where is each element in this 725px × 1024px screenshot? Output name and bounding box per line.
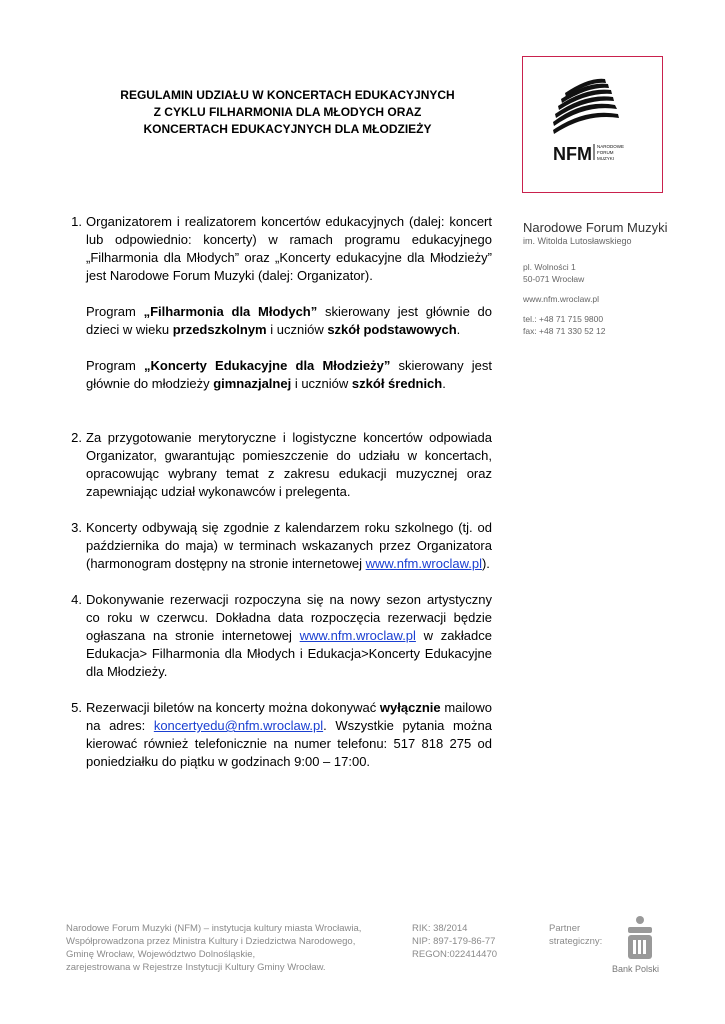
text-part: . — [456, 322, 461, 337]
footer-rik: RIK: 38/2014 — [412, 923, 468, 934]
program-name: „Koncerty Edukacyjne dla Młodzieży” — [144, 358, 391, 373]
title-line-1: REGULAMIN UDZIAŁU W KONCERTACH EDUKACYJNYCH — [120, 88, 455, 102]
emphasis: szkół podstawowych — [327, 322, 457, 337]
item-paragraph — [86, 303, 492, 339]
footer-partner-label: Partner — [549, 923, 581, 934]
footer-partner-label: strategiczny: — [549, 936, 603, 947]
contact-sidebar — [523, 220, 713, 337]
website-link[interactable]: www.nfm.wroclaw.pl — [299, 628, 416, 643]
sidebar-org-sub: im. Witolda Lutosławskiego — [523, 236, 632, 246]
footer-line: Gminę Wrocław, Województwo Dolnośląskie, — [66, 949, 256, 960]
document-title — [100, 87, 475, 138]
item-number: 5. — [71, 700, 82, 715]
item-text — [86, 519, 492, 573]
logo-line-2: FORUM — [597, 150, 614, 155]
list-item — [64, 699, 492, 771]
text-part: Program — [86, 358, 145, 373]
sidebar-address-1: pl. Wolności 1 — [523, 262, 576, 272]
text-part: Rezerwacji biletów na koncerty można dokonywać — [86, 700, 380, 715]
text-part: i uczniów — [266, 322, 328, 337]
footer-partner — [549, 922, 602, 948]
sidebar-address-2: 50-071 Wrocław — [523, 274, 585, 284]
text-part: ). — [481, 556, 490, 571]
pko-bank-label: Bank Polski — [612, 964, 660, 974]
text-part: Koncerty odbywają się zgodnie z kalendarzem roku szkolnego (tj. od października do maja) w terminach wskazanych przez Organizatora (harmonogram dostępny na stronie internetowej — [86, 520, 492, 571]
sidebar-website: www.nfm.wroclaw.pl — [523, 294, 600, 304]
logo-line-3: MUZYKI — [597, 156, 615, 161]
program-name: „Filharmonia dla Młodych” — [143, 304, 318, 319]
text-part: Dokonywanie rezerwacji rozpoczyna się na nowy sezon artystyczny co roku w czerwcu. Dokładna data rozpoczęcia rezerwacji będzie ogłaszana na stronie internetowej — [86, 592, 492, 643]
list-item — [64, 519, 492, 573]
email-link[interactable]: koncertyedu@nfm.wroclaw.pl — [153, 718, 324, 733]
item-number: 4. — [71, 592, 82, 607]
text-part: i uczniów — [291, 376, 352, 391]
text-part: . — [442, 376, 446, 391]
text-part: w zakładce Edukacja> Filharmonia dla Młodych i Edukacja>Koncerty Edukacyjne dla Młodzieży. — [86, 628, 492, 679]
item-paragraph — [86, 357, 492, 393]
nfm-logo — [522, 56, 663, 193]
text-part: mailowo na adres: — [86, 700, 492, 733]
item-text: Organizatorem i realizatorem koncertów edukacyjnych (dalej: koncert lub odpowiednio: koncerty) w ramach programu edukacyjnego „Filharmonia dla Młodych” oraz „Koncerty edukacyjne dla Młodzieży” jest Narodowe Forum Muzyki (dalej: Organizator). — [86, 214, 492, 283]
emphasis: gimnazjalnej — [213, 376, 292, 391]
list-item — [64, 429, 492, 501]
footer-nip: NIP: 897-179-86-77 — [412, 936, 496, 947]
nfm-wave-logo-icon — [523, 57, 664, 194]
sidebar-org-name: Narodowe Forum Muzyki — [523, 220, 668, 235]
sidebar-fax: fax: +48 71 330 52 12 — [523, 326, 606, 336]
footer-registry-info — [412, 922, 497, 961]
item-number: 2. — [71, 430, 82, 445]
sidebar-tel: tel.: +48 71 715 9800 — [523, 314, 604, 324]
regulations-list — [64, 213, 492, 771]
item-number: 3. — [71, 520, 82, 535]
footer-line: Współprowadzona przez Ministra Kultury i Dziedzictwa Narodowego, — [66, 936, 356, 947]
logo-abbr: NFM — [553, 144, 592, 164]
list-item — [64, 591, 492, 681]
footer-regon: REGON:022414470 — [412, 949, 498, 960]
title-line-2: Z CYKLU FILHARMONIA DLA MŁODYCH ORAZ — [153, 105, 422, 119]
footer-line: zarejestrowana w Rejestrze Instytucji Kultury Gminy Wrocław. — [66, 962, 326, 973]
emphasis: przedszkolnym — [172, 322, 267, 337]
logo-line-1: NARODOWE — [597, 144, 624, 149]
item-text — [86, 699, 492, 771]
item-text: Za przygotowanie merytoryczne i logistyczne koncertów odpowiada Organizator, gwarantując pomieszczenie do udziału w koncertach, opracowując wybrany temat z zakresu edukacji muzycznej oraz zapewniając udział wykonawców i prelegenta. — [86, 430, 492, 499]
item-number: 1. — [71, 214, 82, 229]
text-part: Program — [86, 304, 144, 319]
text-part: . Wszystkie pytania można kierować również telefonicznie na numer telefonu: 517 818 275 od poniedziałku do piątku w godzinach 9:00 – 17:00. — [86, 718, 492, 769]
text-part: skierowany jest głównie do młodzieży — [86, 358, 492, 391]
website-link[interactable]: www.nfm.wroclaw.pl — [365, 556, 482, 571]
footer-line: Narodowe Forum Muzyki (NFM) – instytucja kultury miasta Wrocławia, — [66, 923, 362, 934]
footer-org-info — [66, 922, 361, 974]
emphasis: wyłącznie — [379, 700, 441, 715]
list-item — [64, 213, 492, 393]
title-line-3: KONCERTACH EDUKACYJNYCH DLA MŁODZIEŻY — [143, 122, 432, 136]
pko-bank-logo-icon — [610, 912, 670, 972]
text-part: skierowany jest głównie do dzieci w wieku — [86, 304, 492, 337]
item-text — [86, 591, 492, 681]
emphasis: szkół średnich — [351, 376, 443, 391]
